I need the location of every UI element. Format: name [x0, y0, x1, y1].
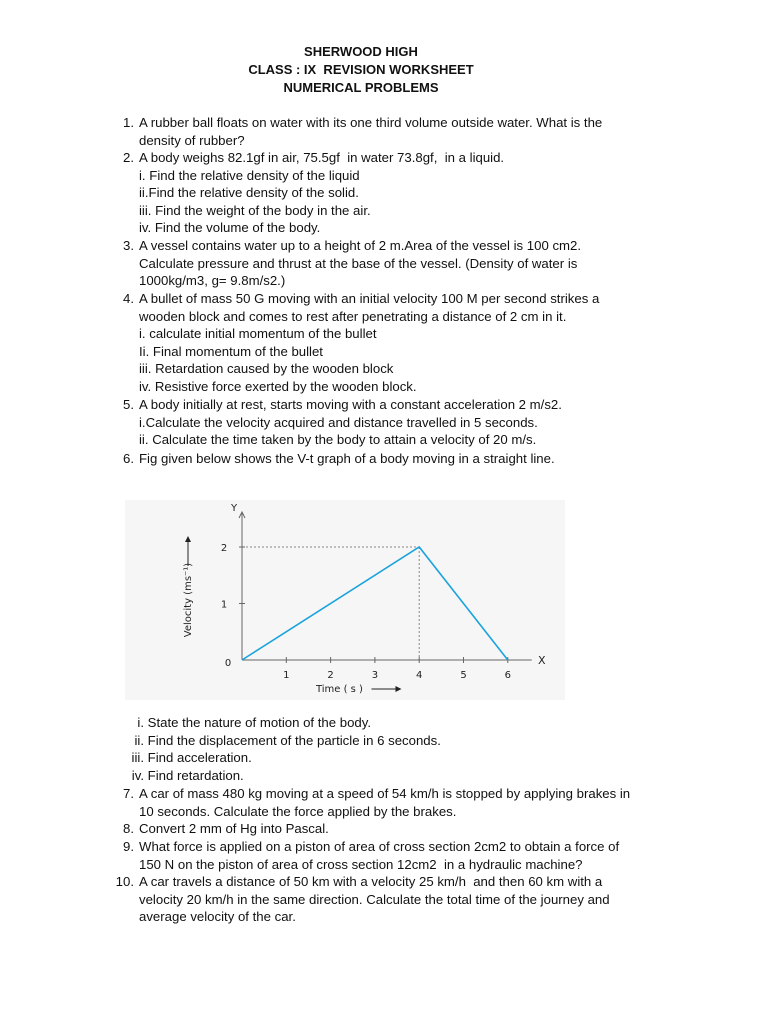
y-tick-label: 1 — [220, 599, 228, 611]
y-axis-title: Velocity (ms⁻¹) — [183, 562, 194, 638]
question-text: A vessel contains water up to a height of 2 m.Area of the vessel is 100 cm2. — [139, 238, 582, 253]
subpart-4 — [114, 767, 274, 785]
question-text: 10 seconds. Calculate the force applied by the brakes. — [139, 803, 457, 819]
question-text: A rubber ball floats on water with its one third volume outside water. What is the — [139, 115, 603, 130]
question-text: iii. Retardation caused by the wooden block — [139, 361, 394, 377]
question-number: 9. — [123, 839, 134, 854]
question-text: What force is applied on a piston of area of cross section 2cm2 to obtain a force of — [139, 839, 620, 854]
question-text: A body weighs 82.1gf in air, 75.5gf in water 73.8gf, in a liquid. — [139, 150, 505, 165]
question-text: iv. Resistive force exerted by the wooden block. — [139, 378, 417, 394]
y-axis-letter: Y — [230, 503, 238, 514]
y-tick-label: 2 — [220, 543, 228, 554]
question-number: 8. — [123, 821, 134, 836]
topic-title: NUMERICAL PROBLEMS — [283, 80, 439, 95]
question-text: i.Calculate the velocity acquired and distance travelled in 5 seconds. — [139, 414, 538, 430]
question-text: average velocity of the car. — [139, 909, 296, 925]
x-axis-letter: X — [538, 654, 546, 667]
x-tick-label: 1 — [283, 670, 290, 681]
subpart-text: Find acceleration. — [147, 750, 252, 765]
question-number: 7. — [123, 786, 134, 801]
x-tick-label: 4 — [416, 670, 423, 681]
question-text: iv. Find the volume of the body. — [139, 220, 321, 236]
question-text: Calculate pressure and thrust at the base of the vessel. (Density of water is — [139, 255, 578, 271]
question-text: i. calculate initial momentum of the bullet — [139, 326, 377, 342]
velocity-time-graph — [125, 500, 565, 700]
x-tick-label: 3 — [371, 670, 379, 681]
question-text: density of rubber? — [139, 132, 245, 148]
subpart-text: State the nature of motion of the body. — [147, 715, 372, 730]
question-number: 5. — [123, 397, 134, 412]
subpart-2 — [114, 732, 441, 750]
worksheet-header — [0, 43, 722, 97]
subpart-number: iv. — [131, 768, 144, 783]
subpart-number: ii. — [134, 733, 144, 748]
question-text: 150 N on the piston of area of cross section 12cm2 in a hydraulic machine? — [139, 856, 583, 872]
subpart-1 — [114, 714, 372, 732]
question-text: A bullet of mass 50 G moving with an initial velocity 100 M per second strikes a — [139, 291, 600, 306]
question-text: i. Find the relative density of the liquid — [139, 167, 360, 183]
question-number: 6. — [123, 451, 134, 466]
x-tick-label: 6 — [504, 670, 511, 681]
question-number: 4. — [123, 291, 134, 306]
question-text: Fig given below shows the V-t graph of a body moving in a straight line. — [139, 451, 555, 466]
school-name: SHERWOOD HIGH — [304, 44, 418, 59]
question-text: ii. Calculate the time taken by the body to attain a velocity of 20 m/s. — [139, 432, 537, 448]
question-text: Ii. Final momentum of the bullet — [139, 343, 323, 359]
question-text: A car travels a distance of 50 km with a velocity 25 km/h and then 60 km with a — [139, 874, 603, 889]
question-text: velocity 20 km/h in the same direction. Calculate the total time of the journey and — [139, 891, 610, 907]
x-axis-title: Time ( s ) — [315, 684, 363, 695]
question-text: Convert 2 mm of Hg into Pascal. — [139, 821, 329, 836]
subpart-text: Find the displacement of the particle in 6 seconds. — [147, 733, 441, 748]
worksheet-title: CLASS : IX REVISION WORKSHEET — [248, 62, 474, 77]
question-text: A body initially at rest, starts moving with a constant acceleration 2 m/s2. — [139, 397, 562, 412]
question-text: wooden block and comes to rest after penetrating a distance of 2 cm in it. — [139, 308, 567, 324]
question-number: 3. — [123, 238, 134, 253]
question-text: A car of mass 480 kg moving at a speed of 54 km/h is stopped by applying brakes in — [139, 786, 631, 801]
x-tick-label: 2 — [327, 670, 334, 681]
question-text: 1000kg/m3, g= 9.8m/s2.) — [139, 273, 286, 289]
question-number: 10. — [115, 874, 134, 889]
subpart-text: Find retardation. — [147, 768, 244, 783]
question-number: 2. — [123, 150, 134, 165]
subpart-number: iii. — [131, 750, 144, 765]
subpart-3 — [114, 749, 274, 767]
origin-label: 0 — [224, 658, 232, 669]
subpart-number: i. — [137, 715, 144, 730]
x-tick-label: 5 — [460, 670, 467, 681]
question-text: iii. Find the weight of the body in the air. — [139, 202, 371, 218]
question-number: 1. — [123, 115, 134, 130]
question-text: ii.Find the relative density of the solid. — [139, 185, 359, 201]
